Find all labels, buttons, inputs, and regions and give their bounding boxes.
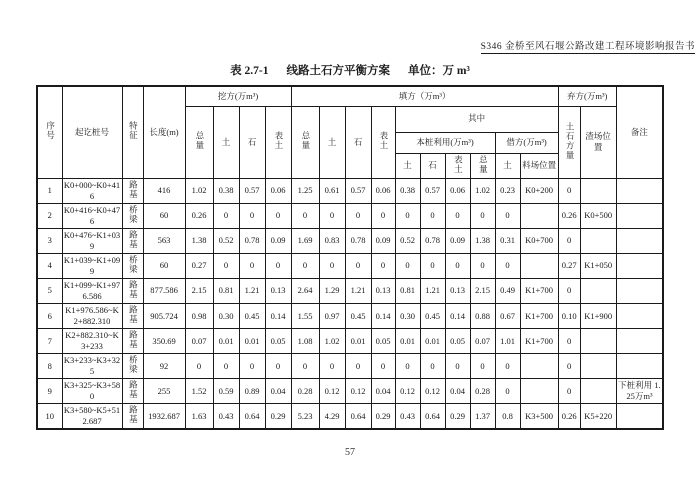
cell-cut-rock: 0.57 [239,178,265,203]
cell-fill-total: 2.64 [291,278,319,303]
cell-cut-soil: 0.30 [213,304,239,329]
cell-pile-total: 0.07 [470,329,495,354]
feature-text: 路基 [128,279,139,299]
cell-pile-total: 1.02 [470,178,495,203]
cell-seq: 7 [37,329,62,354]
cell-cut-total: 0.07 [185,329,213,354]
col-header-pile-rock: 石 [420,153,445,178]
cell-feature [122,329,143,354]
col-header-fill-total [291,106,319,178]
cell-pile-soil: 0 [395,253,420,278]
cell-pile-rock: 0 [420,354,445,379]
cell-cut-rock: 0.01 [239,329,265,354]
cell-borrow-soil: 0 [495,203,520,228]
cell-stake: K3+325~K3+580 [62,379,122,404]
cell-spoil-site [580,228,616,253]
cell-spoil-amount: 0 [558,178,580,203]
feature-text: 桥梁 [128,204,139,224]
cell-fill-soil: 0.83 [319,228,345,253]
cell-pile-soil: 0.52 [395,228,420,253]
cell-remark [616,203,663,228]
cell-length: 60 [143,253,185,278]
cell-remark [616,304,663,329]
page-number: 57 [345,447,355,458]
cell-borrow-site [520,354,558,379]
col-header-fill-topsoil-text: 表土 [378,131,389,150]
group-header-cut: 挖方(万m³) [185,86,291,106]
cell-spoil-site [580,354,616,379]
cell-borrow-site: K0+200 [520,178,558,203]
cell-borrow-site: K1+700 [520,329,558,354]
feature-text: 路基 [128,229,139,249]
feature-text: 路基 [128,179,139,199]
cell-seq: 9 [37,379,62,404]
cell-pile-soil: 0.43 [395,404,420,430]
cell-cut-total: 0.27 [185,253,213,278]
table-row [37,354,663,379]
cell-spoil-site: K0+500 [580,203,616,228]
cell-fill-topsoil: 0 [371,253,395,278]
cell-fill-rock: 0.01 [345,329,371,354]
table-row [37,404,663,430]
cell-spoil-site [580,379,616,404]
col-header-pile-total-text: 总量 [478,154,489,174]
cell-length: 563 [143,228,185,253]
cell-spoil-amount: 0 [558,354,580,379]
cell-remark [616,178,663,203]
cell-cut-total: 1.02 [185,178,213,203]
cell-pile-topsoil: 0.29 [445,404,470,430]
cell-pile-total: 1.37 [470,404,495,430]
cell-borrow-soil: 0 [495,354,520,379]
cell-pile-total: 0.88 [470,304,495,329]
cell-spoil-site: K5+220 [580,404,616,430]
col-header-cut-total [185,106,213,178]
cell-spoil-site: K1+900 [580,304,616,329]
cell-cut-total: 0 [185,354,213,379]
cell-fill-rock: 1.21 [345,278,371,303]
cell-seq: 3 [37,228,62,253]
cell-pile-soil: 0.12 [395,379,420,404]
cell-cut-rock: 0.78 [239,228,265,253]
cell-remark [616,354,663,379]
cell-cut-rock: 0.89 [239,379,265,404]
cell-pile-topsoil: 0 [445,203,470,228]
cell-fill-total: 0 [291,354,319,379]
cell-fill-total: 0 [291,253,319,278]
table-number: 表 2.7-1 [230,65,269,77]
cell-length: 255 [143,379,185,404]
cell-fill-topsoil: 0.05 [371,329,395,354]
feature-text: 桥梁 [128,355,139,375]
cell-pile-topsoil: 0.06 [445,178,470,203]
cell-spoil-site [580,178,616,203]
cell-borrow-soil: 0.49 [495,278,520,303]
cell-cut-topsoil: 0.09 [265,228,291,253]
col-header-borrow-site: 料场位置 [520,153,558,178]
feature-text: 路基 [128,330,139,350]
col-header-length: 长度(m) [143,86,185,178]
cell-pile-soil: 0.38 [395,178,420,203]
col-header-seq [37,86,62,178]
col-header-cut-topsoil-text: 表土 [273,131,284,150]
cell-fill-total: 1.69 [291,228,319,253]
cell-feature [122,178,143,203]
cell-fill-soil: 0.61 [319,178,345,203]
table-unit: 单位：万 m³ [407,65,470,77]
cell-cut-soil: 0.81 [213,278,239,303]
cell-remark [616,228,663,253]
cell-feature [122,304,143,329]
cell-borrow-soil: 0 [495,253,520,278]
cell-pile-topsoil: 0.05 [445,329,470,354]
cell-length: 416 [143,178,185,203]
table-title [0,62,700,78]
cell-pile-total: 1.38 [470,228,495,253]
col-header-feature [122,86,143,178]
cell-cut-topsoil: 0 [265,354,291,379]
table-row [37,329,663,354]
cell-spoil-site: K1+050 [580,253,616,278]
cell-stake: K0+416~K0+476 [62,203,122,228]
cell-pile-topsoil: 0.09 [445,228,470,253]
cell-fill-soil: 0 [319,253,345,278]
cell-stake: K3+580~K5+512.687 [62,404,122,430]
table-row [37,228,663,253]
header-row-1 [37,86,663,106]
cell-stake: K0+476~K1+039 [62,228,122,253]
cell-fill-total: 0.28 [291,379,319,404]
cell-borrow-site [520,203,558,228]
cell-seq: 2 [37,203,62,228]
cell-fill-soil: 4.29 [319,404,345,430]
cell-borrow-site [520,379,558,404]
cell-fill-soil: 1.29 [319,278,345,303]
col-header-cut-total-text: 总量 [194,131,205,150]
cell-pile-total: 0 [470,253,495,278]
cell-fill-total: 1.55 [291,304,319,329]
col-header-spoil-amount [558,106,580,178]
cell-fill-rock: 0.12 [345,379,371,404]
cell-cut-soil: 0.43 [213,404,239,430]
cell-borrow-soil: 0 [495,379,520,404]
cell-seq: 5 [37,278,62,303]
col-header-pile-topsoil [445,153,470,178]
cell-fill-topsoil: 0 [371,354,395,379]
cell-fill-soil: 0.12 [319,379,345,404]
cell-remark [616,404,663,430]
cell-remark: 下桩利用 1.25万m³ [616,379,663,404]
cell-length: 905.724 [143,304,185,329]
cell-cut-soil: 0 [213,354,239,379]
cell-borrow-soil: 0.31 [495,228,520,253]
group-header-fill: 填方（万m³） [291,86,558,106]
cell-pile-soil: 0.01 [395,329,420,354]
cell-stake: K2+882.310~K3+233 [62,329,122,354]
cell-fill-topsoil: 0.14 [371,304,395,329]
cell-remark [616,278,663,303]
cell-pile-soil: 0.30 [395,304,420,329]
cell-cut-soil: 0 [213,253,239,278]
col-header-borrow-soil: 土 [495,153,520,178]
cell-borrow-soil: 0.8 [495,404,520,430]
cell-cut-total: 1.63 [185,404,213,430]
cell-cut-topsoil: 0.14 [265,304,291,329]
cell-borrow-site: K3+500 [520,404,558,430]
cell-fill-rock: 0.57 [345,178,371,203]
cell-length: 92 [143,354,185,379]
col-header-stake: 起讫桩号 [62,86,122,178]
cell-fill-topsoil: 0 [371,203,395,228]
table-row [37,304,663,329]
cell-cut-soil: 0.59 [213,379,239,404]
cell-fill-rock: 0.78 [345,228,371,253]
cell-pile-soil: 0.81 [395,278,420,303]
col-header-pile-topsoil-text: 表土 [453,154,464,174]
feature-text: 路基 [128,405,139,425]
cell-seq: 4 [37,253,62,278]
cell-feature [122,354,143,379]
cell-spoil-site [580,278,616,303]
table-row [37,203,663,228]
col-header-cut-rock: 石 [239,106,265,178]
cell-pile-topsoil: 0 [445,253,470,278]
cell-cut-topsoil: 0.05 [265,329,291,354]
cell-fill-total: 1.25 [291,178,319,203]
cell-spoil-amount: 0.10 [558,304,580,329]
cell-fill-rock: 0 [345,354,371,379]
cell-stake: K1+099~K1+976.586 [62,278,122,303]
cell-pile-topsoil: 0 [445,354,470,379]
col-header-spoil-site: 渣场位置 [580,106,616,178]
col-header-cut-soil: 土 [213,106,239,178]
cell-borrow-site: K1+700 [520,278,558,303]
cell-fill-soil: 0.97 [319,304,345,329]
cell-feature [122,228,143,253]
cell-cut-rock: 0 [239,354,265,379]
cell-seq: 1 [37,178,62,203]
col-header-pile-soil: 土 [395,153,420,178]
cell-fill-rock: 0.64 [345,404,371,430]
cell-pile-total: 0 [470,354,495,379]
cell-seq: 8 [37,354,62,379]
cell-stake: K3+233~K3+325 [62,354,122,379]
cell-spoil-amount: 0.27 [558,253,580,278]
col-header-fill-soil: 土 [319,106,345,178]
group-header-spoil: 弃方(万m³) [558,86,616,106]
col-header-fill-total-text: 总量 [300,131,311,150]
cell-length: 350.69 [143,329,185,354]
cell-pile-soil: 0 [395,354,420,379]
cell-cut-total: 1.38 [185,228,213,253]
cell-cut-soil: 0 [213,203,239,228]
table-body [37,178,663,429]
cell-cut-soil: 0.38 [213,178,239,203]
feature-text: 路基 [128,305,139,325]
col-header-fill-rock: 石 [345,106,371,178]
cell-stake: K1+039~K1+099 [62,253,122,278]
cell-pile-topsoil: 0.13 [445,278,470,303]
cell-remark [616,329,663,354]
earthwork-balance-table [36,85,664,430]
cell-feature [122,253,143,278]
cell-fill-rock: 0 [345,253,371,278]
cell-length: 877.586 [143,278,185,303]
cell-pile-total: 0 [470,203,495,228]
cell-cut-topsoil: 0.06 [265,178,291,203]
col-header-spoil-amount-text: 土石方量 [565,121,576,160]
cell-spoil-amount: 0.26 [558,203,580,228]
cell-pile-rock: 0.45 [420,304,445,329]
cell-length: 1932.687 [143,404,185,430]
cell-cut-topsoil: 0.04 [265,379,291,404]
cell-spoil-amount: 0 [558,278,580,303]
cell-cut-total: 0.98 [185,304,213,329]
cell-pile-rock: 1.21 [420,278,445,303]
cell-fill-soil: 1.02 [319,329,345,354]
cell-pile-rock: 0.12 [420,379,445,404]
feature-text: 桥梁 [128,254,139,274]
cell-pile-rock: 0.01 [420,329,445,354]
group-header-among: 其中 [395,106,558,132]
col-header-fill-topsoil [371,106,395,178]
cell-borrow-soil: 0.23 [495,178,520,203]
cell-borrow-site: K0+700 [520,228,558,253]
cell-fill-soil: 0 [319,203,345,228]
cell-spoil-amount: 0.26 [558,404,580,430]
cell-fill-topsoil: 0.04 [371,379,395,404]
cell-length: 60 [143,203,185,228]
cell-cut-soil: 0.01 [213,329,239,354]
table-row [37,278,663,303]
table-row [37,253,663,278]
cell-cut-rock: 0.64 [239,404,265,430]
cell-fill-total: 1.08 [291,329,319,354]
cell-cut-topsoil: 0.29 [265,404,291,430]
cell-feature [122,404,143,430]
col-header-remark: 备注 [616,86,663,178]
cell-fill-total: 5.23 [291,404,319,430]
cell-cut-rock: 0 [239,203,265,228]
table-row [37,178,663,203]
cell-fill-topsoil: 0.13 [371,278,395,303]
cell-seq: 10 [37,404,62,430]
cell-pile-total: 0.28 [470,379,495,404]
cell-borrow-soil: 0.67 [495,304,520,329]
feature-text: 路基 [128,380,139,400]
cell-cut-topsoil: 0 [265,253,291,278]
cell-feature [122,203,143,228]
cell-seq: 6 [37,304,62,329]
cell-fill-topsoil: 0.06 [371,178,395,203]
cell-pile-rock: 0 [420,253,445,278]
cell-fill-topsoil: 0.09 [371,228,395,253]
cell-pile-total: 2.15 [470,278,495,303]
cell-feature [122,278,143,303]
col-header-seq-text: 序号 [45,121,56,141]
cell-borrow-site [520,253,558,278]
cell-fill-rock: 0 [345,203,371,228]
cell-cut-total: 1.52 [185,379,213,404]
cell-cut-rock: 0 [239,253,265,278]
cell-cut-soil: 0.52 [213,228,239,253]
cell-cut-total: 2.15 [185,278,213,303]
cell-spoil-amount: 0 [558,329,580,354]
table-row [37,379,663,404]
cell-cut-topsoil: 0.13 [265,278,291,303]
group-header-borrow: 借方(万m³) [495,132,558,153]
group-header-pile-use: 本桩利用(万m³) [395,132,495,153]
cell-borrow-site: K1+700 [520,304,558,329]
cell-borrow-soil: 1.01 [495,329,520,354]
cell-pile-soil: 0 [395,203,420,228]
col-header-feature-text: 特征 [128,121,139,141]
cell-pile-rock: 0 [420,203,445,228]
cell-spoil-amount: 0 [558,379,580,404]
running-header [481,38,695,52]
cell-pile-rock: 0.57 [420,178,445,203]
cell-cut-rock: 0.45 [239,304,265,329]
cell-cut-topsoil: 0 [265,203,291,228]
running-header-text: S346 金桥至风石堰公路改建工程环境影响报告书 [480,42,695,52]
cell-stake: K1+976.586~K2+882.310 [62,304,122,329]
cell-stake: K0+000~K0+416 [62,178,122,203]
cell-cut-total: 0.26 [185,203,213,228]
cell-feature [122,379,143,404]
cell-fill-soil: 0 [319,354,345,379]
cell-spoil-site [580,329,616,354]
cell-cut-rock: 1.21 [239,278,265,303]
cell-pile-topsoil: 0.04 [445,379,470,404]
cell-pile-rock: 0.64 [420,404,445,430]
cell-remark [616,253,663,278]
cell-fill-rock: 0.45 [345,304,371,329]
col-header-pile-total [470,153,495,178]
cell-pile-topsoil: 0.14 [445,304,470,329]
cell-pile-rock: 0.78 [420,228,445,253]
col-header-cut-topsoil [265,106,291,178]
cell-spoil-amount: 0 [558,228,580,253]
cell-fill-topsoil: 0.29 [371,404,395,430]
cell-fill-total: 0 [291,203,319,228]
table-name: 线路土石方平衡方案 [286,65,390,77]
